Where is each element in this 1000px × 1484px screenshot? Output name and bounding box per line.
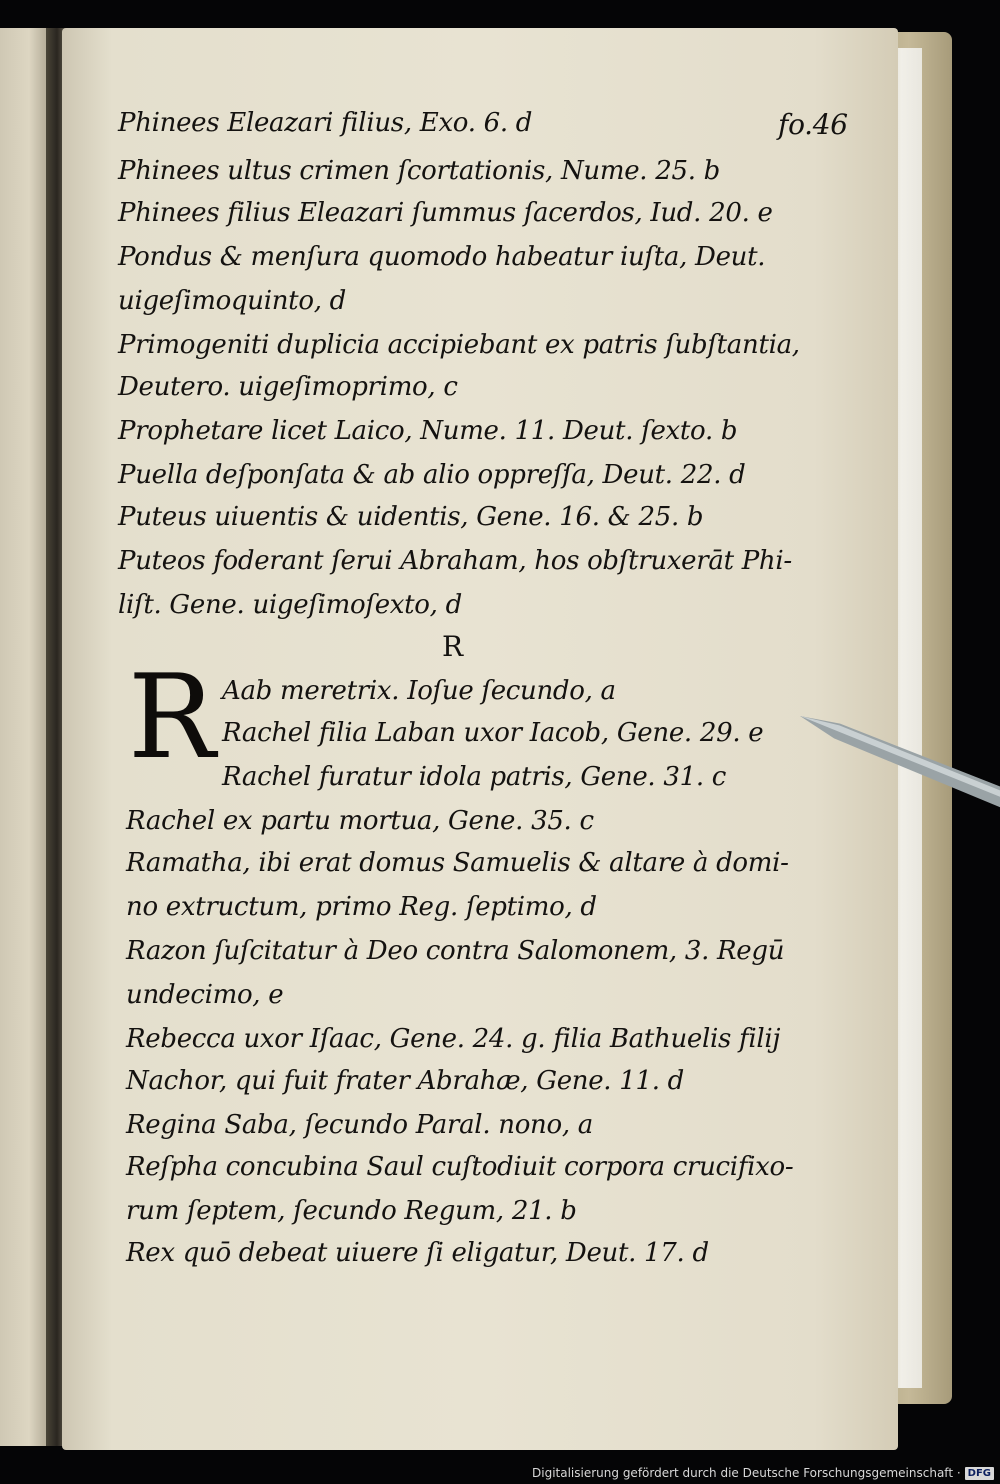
index-entry: Rebecca uxor Iſaac, Gene. 24. g. filia Bathuelis filij — [126, 1024, 781, 1054]
index-entry: Prophetare licet Laico, Nume. 11. Deut. ſexto. b — [118, 416, 738, 446]
index-entry: Phinees Eleazari filius, Exo. 6. d — [118, 108, 533, 138]
index-entry: Rex quō debeat uiuere ſi eligatur, Deut. 17. d — [126, 1238, 709, 1268]
index-entry: rum ſeptem, ſecundo Regum, 21. b — [126, 1196, 577, 1226]
index-entry: Reſpha concubina Saul cuſtodiuit corpora crucifixo- — [126, 1152, 794, 1182]
index-entry: Primogeniti duplicia accipiebant ex patris ſubſtantia, — [118, 330, 800, 360]
index-entry: Pondus & menſura quomodo habeatur iuſta, Deut. — [118, 242, 766, 272]
index-entry: liſt. Gene. uigeſimoſexto, d — [118, 590, 462, 620]
index-entry: Puteus uiuentis & uidentis, Gene. 16. & 25. b — [118, 502, 704, 532]
index-entry: Rachel furatur idola patris, Gene. 31. c — [222, 762, 727, 792]
index-entry: Aab meretrix. Ioſue ſecundo, a — [222, 676, 616, 706]
index-entry: Rachel filia Laban uxor Iacob, Gene. 29. e — [222, 718, 764, 748]
index-entry: Deutero. uigeſimoprimo, c — [118, 372, 458, 402]
index-entry: Phinees filius Eleazari ſummus ſacerdos, Iud. 20. e — [118, 198, 773, 228]
digitization-credit — [532, 1466, 994, 1480]
decorated-initial-r: R — [128, 650, 216, 785]
credit-text: Digitalisierung gefördert durch die Deutsche Forschungsgemeinschaft · — [532, 1466, 961, 1480]
index-entry: Regina Saba, ſecundo Paral. nono, a — [126, 1110, 593, 1140]
index-entry: no extructum, primo Reg. ſeptimo, d — [126, 892, 597, 922]
index-entry: Puteos foderant ſerui Abraham, hos obſtruxerāt Phi- — [118, 546, 792, 576]
index-entry: Phinees ultus crimen ſcortationis, Nume. 25. b — [118, 156, 720, 186]
index-entry: Ramatha, ibi erat domus Samuelis & altare à domi- — [126, 848, 789, 878]
index-entry: undecimo, e — [126, 980, 284, 1010]
folio-number: fo.46 — [778, 108, 848, 141]
index-entry: Puella deſponſata & ab alio oppreſſa, Deut. 22. d — [118, 460, 746, 490]
section-heading-r: R — [442, 630, 463, 663]
index-entry: uigeſimoquinto, d — [118, 286, 346, 316]
index-entry: Rachel ex partu mortua, Gene. 35. c — [126, 806, 594, 836]
index-entry: Razon ſuſcitatur à Deo contra Salomonem, 3. Regū — [126, 936, 785, 966]
index-entry: Nachor, qui fuit frater Abrahæ, Gene. 11. d — [126, 1066, 684, 1096]
dfg-logo: DFG — [965, 1467, 994, 1480]
